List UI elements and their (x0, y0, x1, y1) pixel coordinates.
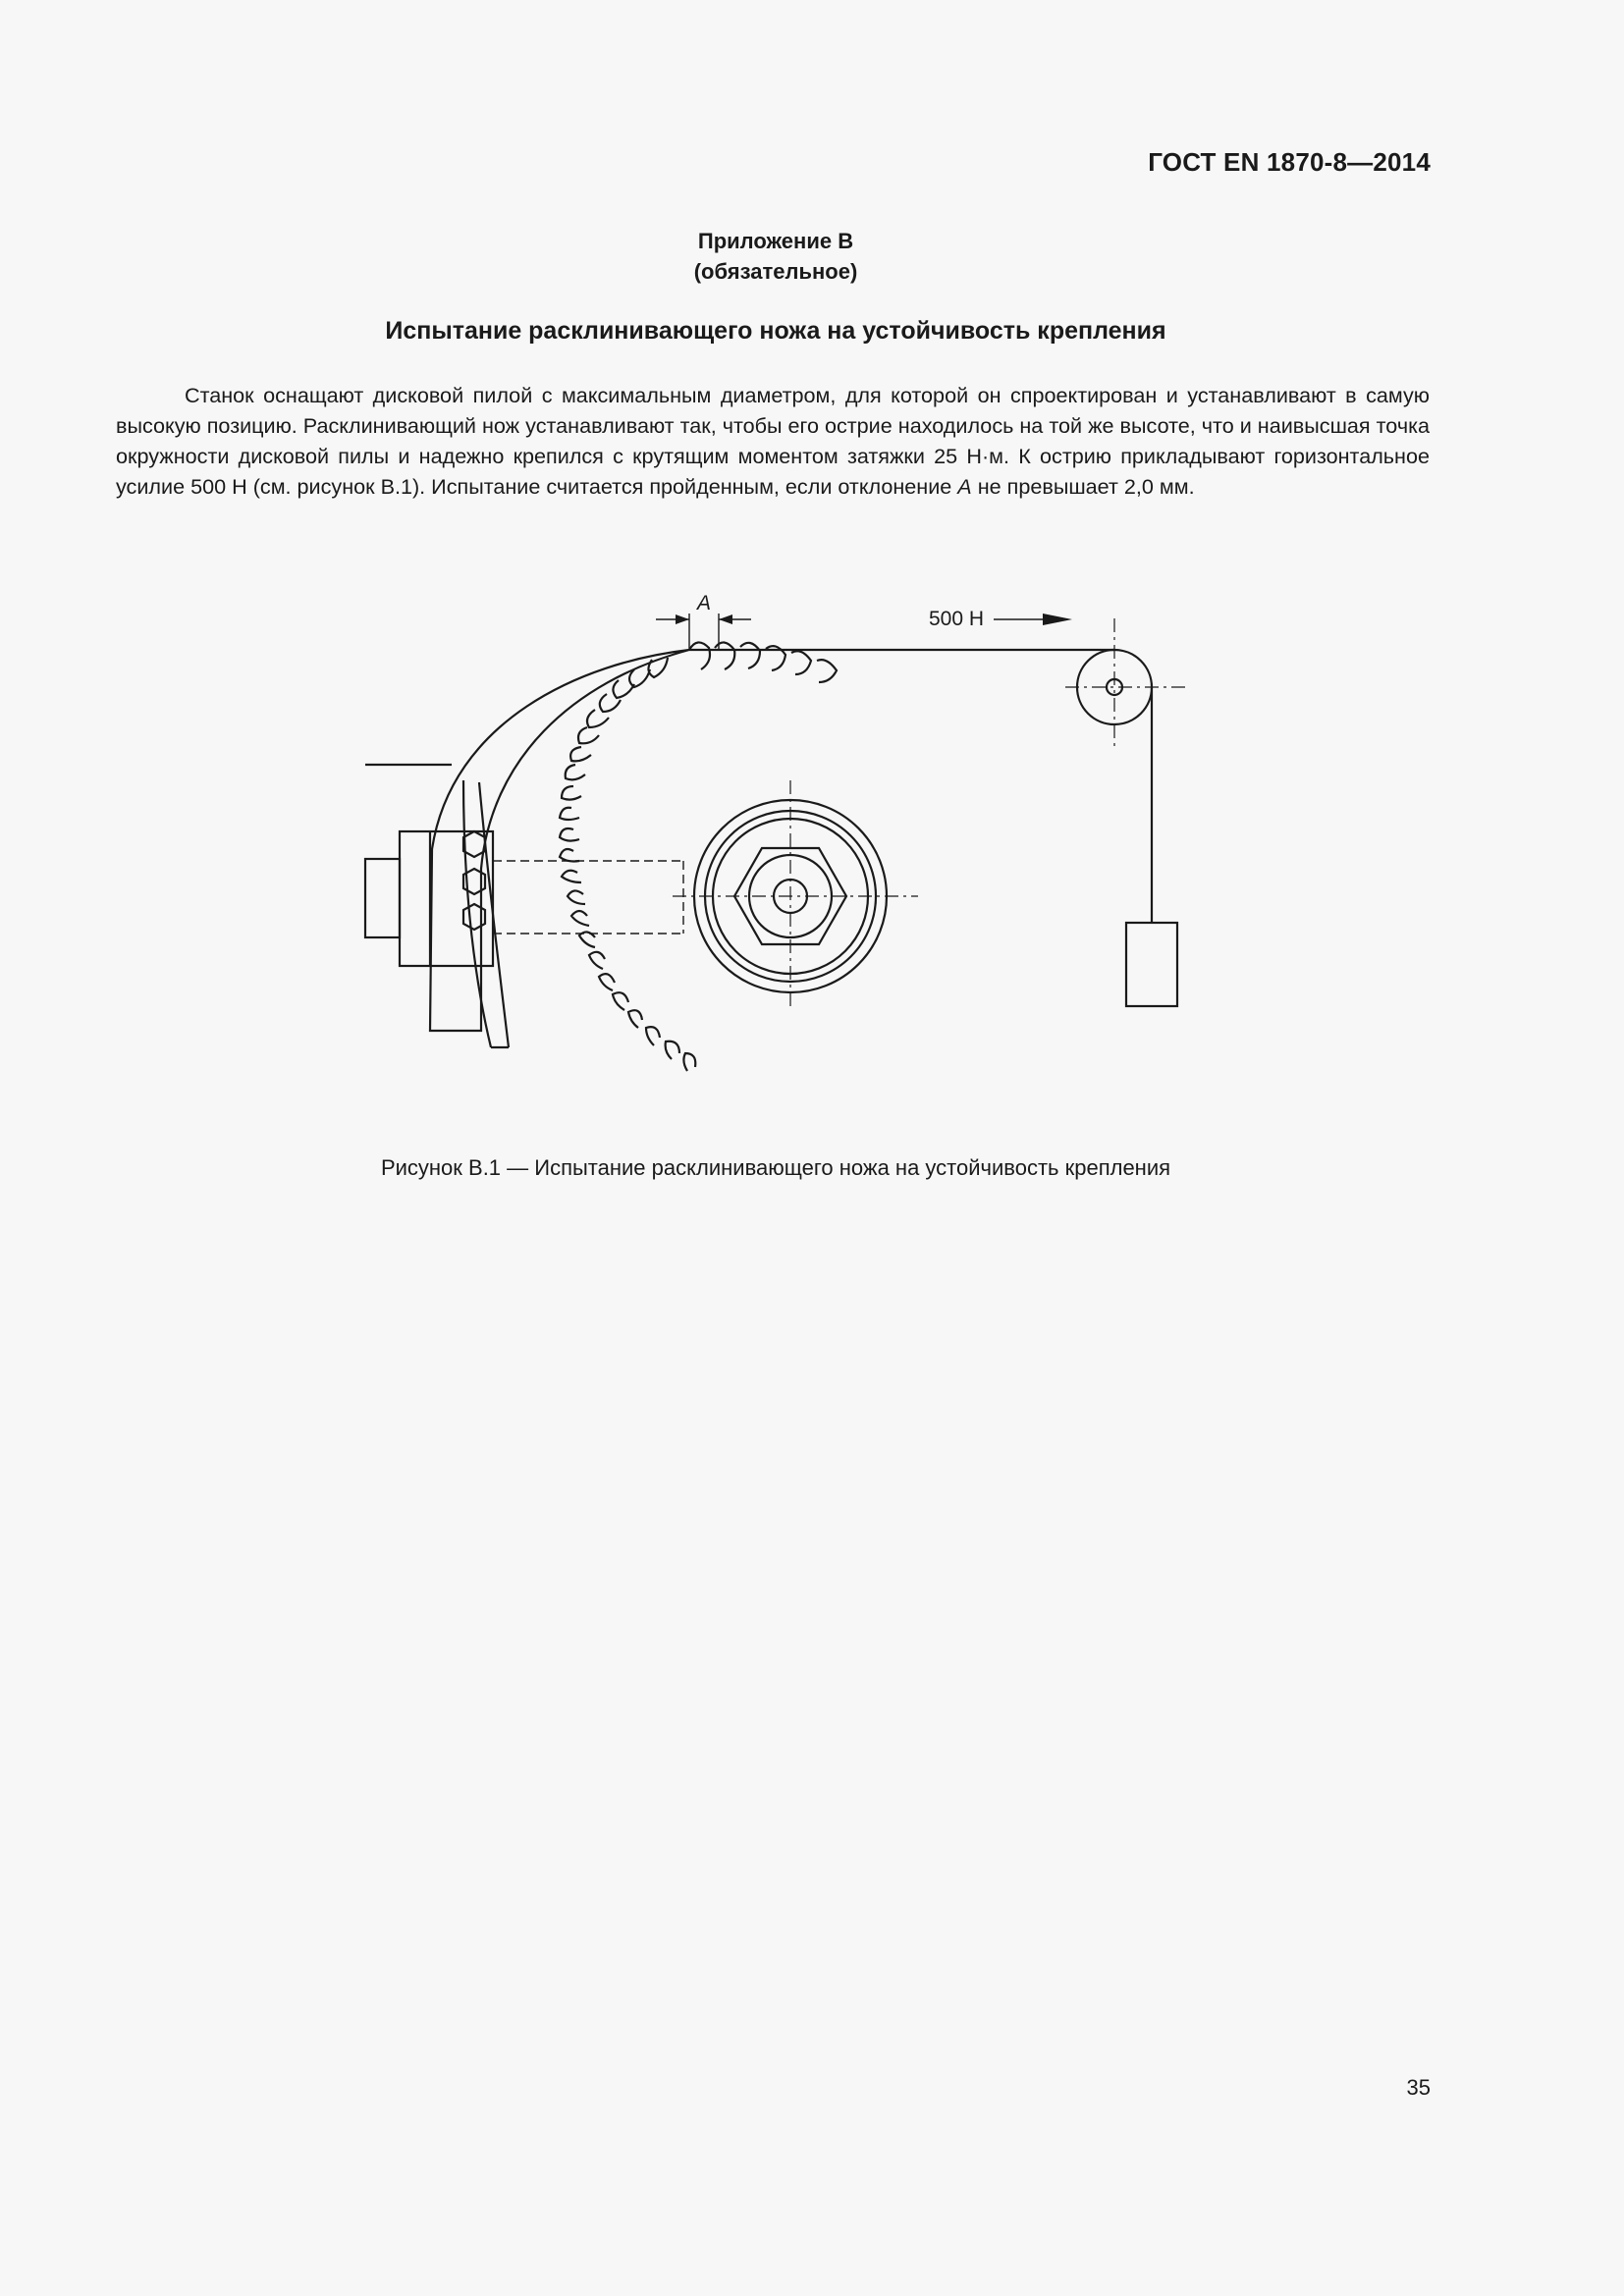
body-text-part1: Станок оснащают дисковой пилой с максимальным диаметром, для которой он спроектирован и устанавливают в самую высокую позицию. Расклинивающий нож устанавливают так, чтобы его острие находилось на той же высоте, что и наивысшая точка окружности дисковой пилы и надежно крепился с крутящим моментом затяжки 25 Н·м. К острию прикладывают горизонтальное усилие 500 Н (см. рисунок В.1). Испытание считается пройденным, если отклонение (116, 383, 1430, 499)
hidden-shaft (493, 861, 683, 934)
annex-title: Приложение В (697, 229, 854, 253)
weight (1126, 923, 1177, 1006)
riving-knife (430, 650, 689, 1047)
label-a: А (697, 592, 712, 614)
body-variable-a: А (957, 474, 972, 499)
section-title: Испытание расклинивающего ножа на устойчивость крепления (385, 317, 1166, 345)
figure-b1 (344, 574, 1208, 1124)
label-force: 500 Н (929, 608, 985, 630)
body-paragraph (116, 380, 1430, 502)
document-code: ГОСТ EN 1870-8—2014 (1148, 147, 1431, 177)
force-indicator (929, 608, 1072, 630)
annex-status: (обязательное) (693, 259, 858, 284)
bolt-top (463, 831, 485, 857)
arbor-flange (673, 780, 918, 1011)
page-number: 35 (1406, 2075, 1431, 2100)
splitter-test-diagram (344, 574, 1208, 1124)
saw-blade-teeth (560, 642, 837, 1071)
annex-heading (0, 226, 1551, 287)
figure-caption: Рисунок В.1 — Испытание расклинивающего ножа на устойчивость крепления (380, 1155, 1171, 1180)
deflection-dimension-a (656, 592, 751, 650)
pulley (1065, 618, 1186, 751)
body-text-part2: не превышает 2,0 мм. (971, 474, 1195, 499)
